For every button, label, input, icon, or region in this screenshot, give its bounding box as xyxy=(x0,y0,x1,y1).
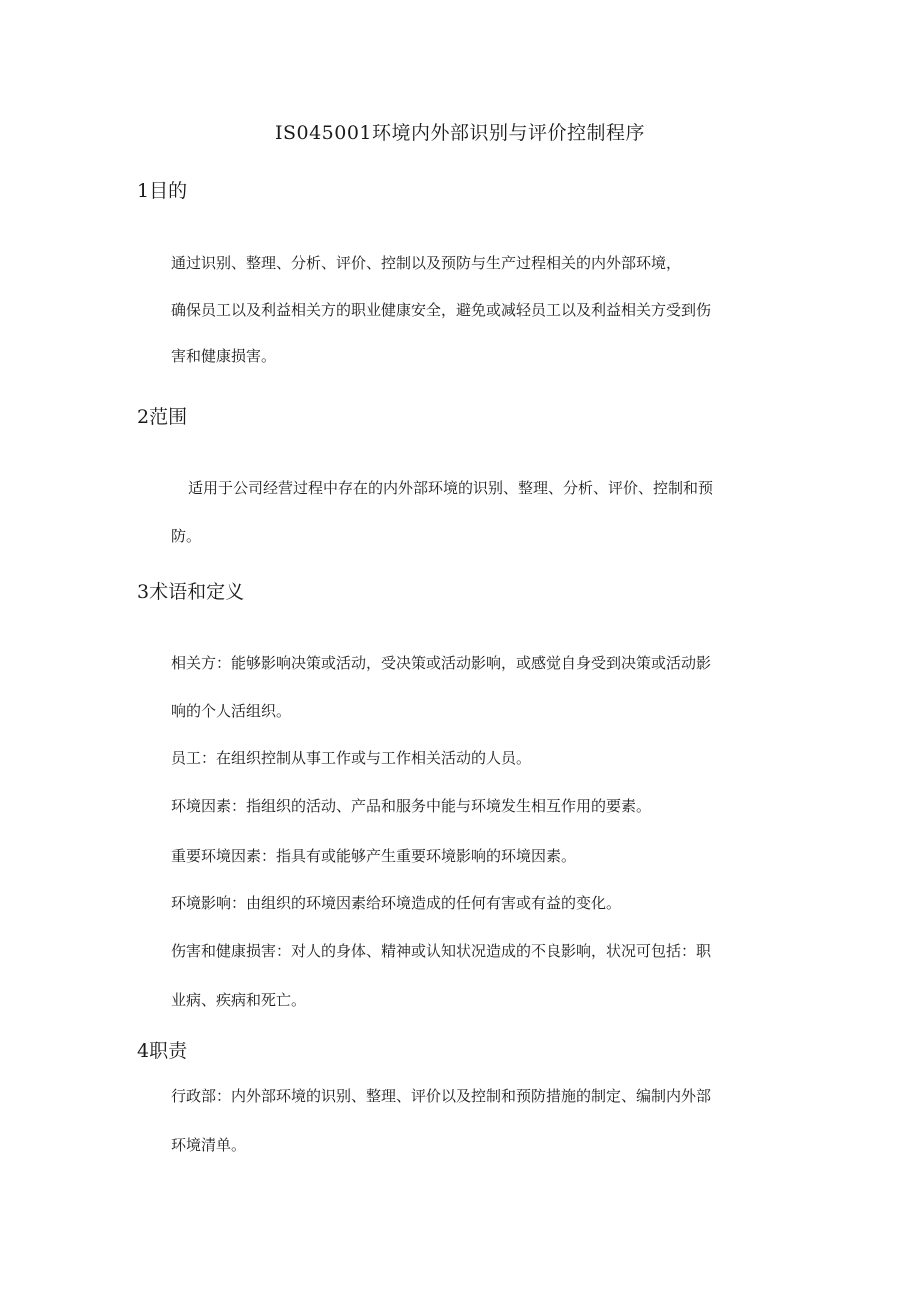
terms-line-2: 响的个人活组织。 xyxy=(171,702,292,720)
document-title: IS045001环境内外部识别与评价控制程序 xyxy=(274,122,646,144)
scope-line-2: 防。 xyxy=(171,527,202,545)
terms-line-5: 重要环境因素：指具有或能够产生重要环境影响的环境因素。 xyxy=(171,847,577,865)
purpose-line-1: 通过识别、整理、分析、评价、控制以及预防与生产过程相关的内外部环境， xyxy=(171,254,682,272)
section-heading-terms: 3术语和定义 xyxy=(137,581,245,603)
responsibilities-line-1: 行政部：内外部环境的识别、整理、评价以及控制和预防措施的制定、编制内外部 xyxy=(171,1087,712,1105)
purpose-line-2: 确保员工以及利益相关方的职业健康安全，避免或减轻员工以及利益相关方受到伤 xyxy=(171,301,712,319)
section-heading-purpose: 1目的 xyxy=(137,180,188,202)
terms-line-3: 员工：在组织控制从事工作或与工作相关活动的人员。 xyxy=(171,749,532,767)
section-heading-scope: 2范围 xyxy=(137,406,188,428)
terms-line-7: 伤害和健康损害：对人的身体、精神或认知状况造成的不良影响，状况可包括：职 xyxy=(171,942,712,960)
terms-line-6: 环境影响：由组织的环境因素给环境造成的任何有害或有益的变化。 xyxy=(171,894,622,912)
terms-line-8: 业病、疾病和死亡。 xyxy=(171,991,307,1009)
scope-line-1: 适用于公司经营过程中存在的内外部环境的识别、整理、分析、评价、控制和预 xyxy=(188,479,714,497)
terms-line-4: 环境因素：指组织的活动、产品和服务中能与环境发生相互作用的要素。 xyxy=(171,797,652,815)
terms-line-1: 相关方：能够影响决策或活动，受决策或活动影响，或感觉自身受到决策或活动影 xyxy=(171,654,712,672)
responsibilities-line-2: 环境清单。 xyxy=(171,1136,247,1154)
purpose-line-3: 害和健康损害。 xyxy=(171,347,277,365)
section-heading-responsibilities: 4职责 xyxy=(137,1040,188,1062)
